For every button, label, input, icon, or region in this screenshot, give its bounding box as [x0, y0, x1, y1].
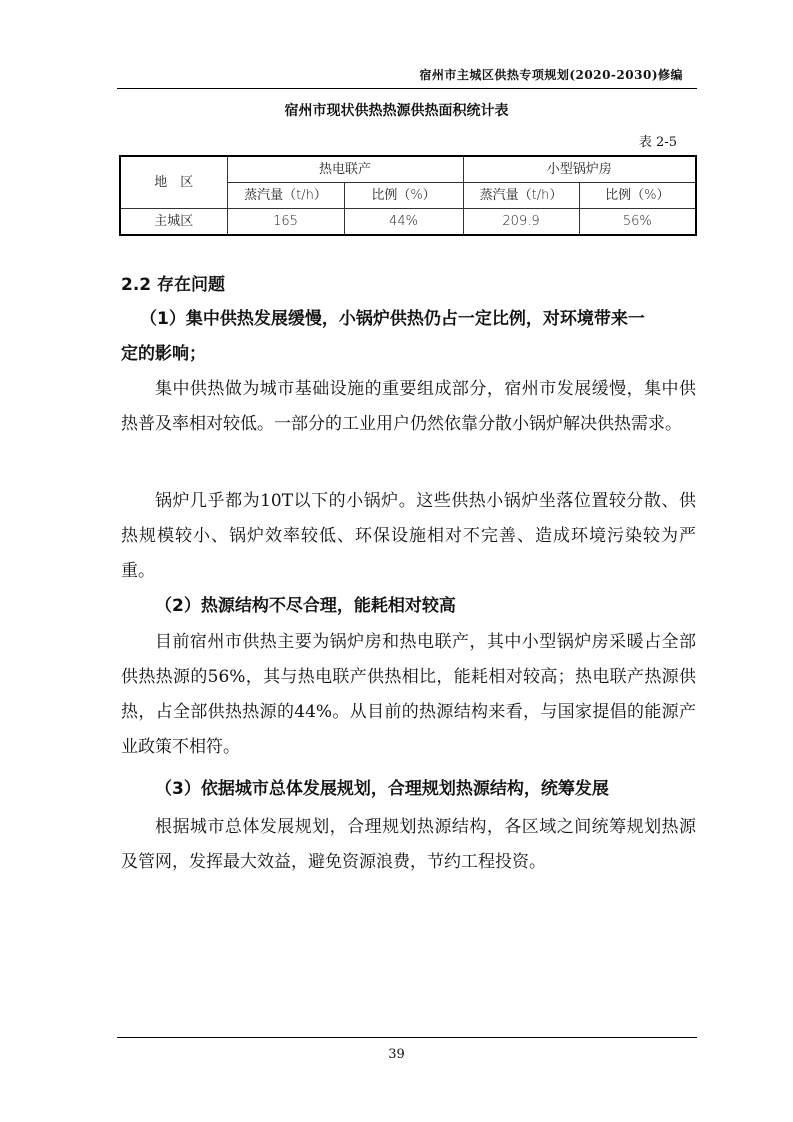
boiler-ratio-cell: 56% [579, 209, 696, 236]
page-number: 39 [388, 1047, 405, 1062]
header-rule [117, 88, 697, 89]
chp-group-header: 热电联产 [227, 156, 463, 183]
paragraph-1: 集中供热做为城市基础设施的重要组成部分，宿州市发展缓慢，集中供热普及率相对较低。一部分的工业用户仍然依靠分散小锅炉解决供热需求。 [121, 379, 696, 434]
document-header-title: 宿州市主城区供热专项规划(2020-2030)修编 [419, 68, 683, 82]
chp-ratio-cell: 44% [344, 209, 463, 236]
subheading-2: （2）热源结构不尽合理，能耗相对较高 [155, 596, 456, 616]
region-cell: 主城区 [120, 209, 227, 236]
boiler-group-header: 小型锅炉房 [463, 156, 696, 183]
chp-steam-header: 蒸汽量（t/h） [227, 183, 344, 209]
footer-rule [117, 1037, 697, 1038]
boiler-ratio-header: 比例（%） [579, 183, 696, 209]
chp-steam-cell: 165 [227, 209, 344, 236]
table-title: 宿州市现状供热热源供热面积统计表 [284, 103, 509, 119]
subheading-1-line-2: 定的影响； [121, 344, 206, 364]
table-number: 表 2-5 [638, 135, 677, 150]
heat-source-table [119, 155, 697, 236]
subheading-3: （3）依据城市总体发展规划，合理规划热源结构，统筹发展 [155, 779, 609, 799]
boiler-steam-header: 蒸汽量（t/h） [463, 183, 579, 209]
subheading-1-line-1: （1）集中供热发展缓慢，小锅炉供热仍占一定比例，对环境带来一 [140, 309, 645, 329]
boiler-steam-cell: 209.9 [463, 209, 579, 236]
section-heading: 2.2 存在问题 [121, 275, 226, 295]
paragraph-3: 目前宿州市供热主要为锅炉房和热电联产，其中小型锅炉房采暖占全部供热热源的56%，其与热电联产供热相比，能耗相对较高；热电联产热源供热，占全部供热热源的44%。从目前的热源结构来看，与国家提倡的能源产业政策不相符。 [121, 632, 696, 757]
table-header-row [120, 156, 696, 183]
region-header-cell: 地 区 [120, 156, 227, 209]
paragraph-2: 锅炉几乎都为10T以下的小锅炉。这些供热小锅炉坐落位置较分散、供热规模较小、锅炉效率较低、环保设施相对不完善、造成环境污染较为严重。 [121, 491, 696, 581]
chp-ratio-header: 比例（%） [344, 183, 463, 209]
paragraph-4: 根据城市总体发展规划，合理规划热源结构，各区域之间统筹规划热源及管网，发挥最大效益，避免资源浪费，节约工程投资。 [121, 817, 696, 872]
table-row [120, 209, 696, 236]
